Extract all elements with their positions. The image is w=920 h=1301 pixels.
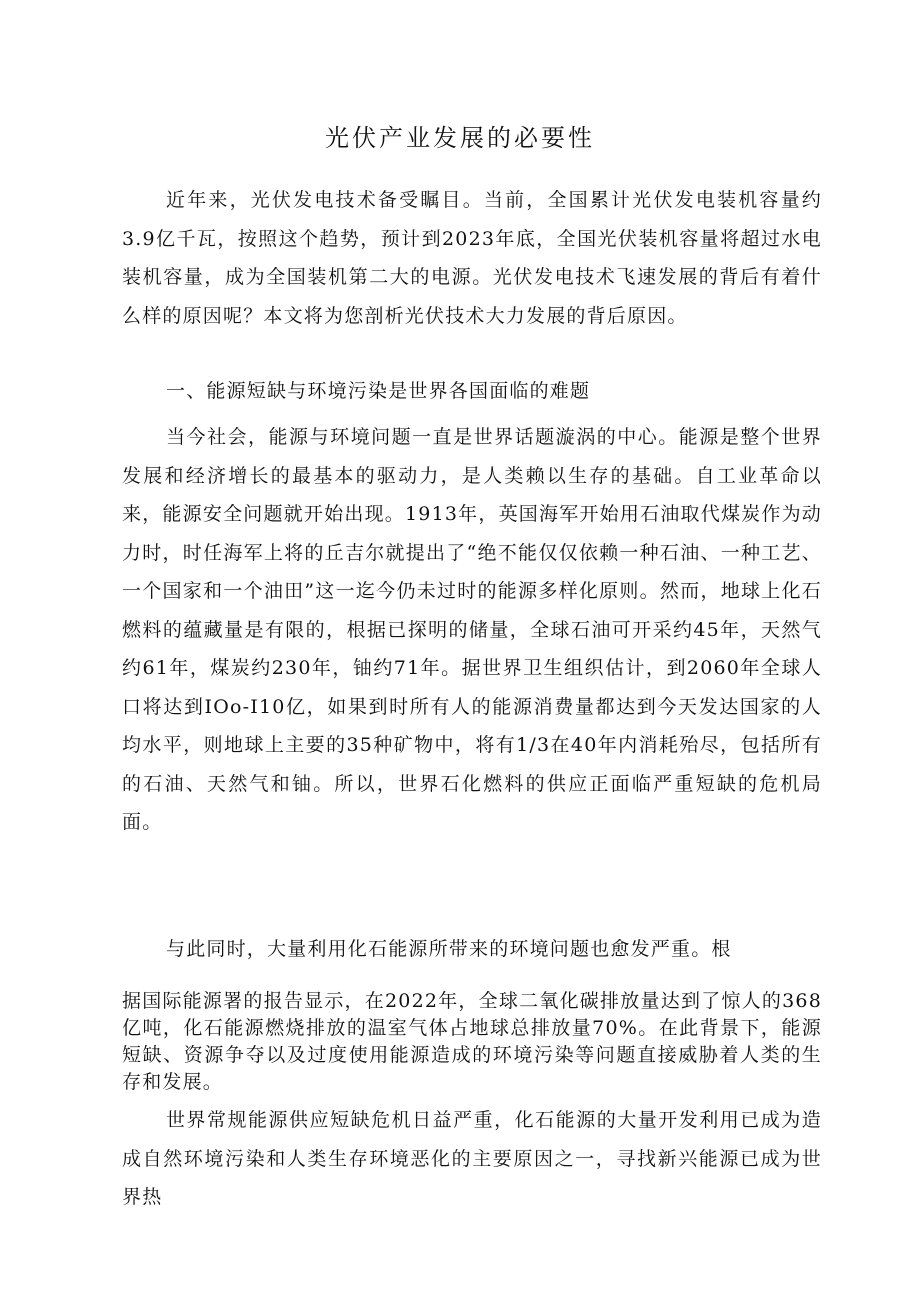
paragraph-intro: 近年来，光伏发电技术备受瞩目。当前，全国累计光伏发电装机容量约3.9亿千瓦，按照这个趋势，预计到2023年底，全国光伏装机容量将超过水电装机容量，成为全国装机第二大的电源。光伏发电技术飞速发展的背后有着什么样的原因呢？本文将为您剖析光伏技术大力发展的背后原因。: [122, 189, 822, 327]
page-title: 光伏产业发展的必要性: [325, 124, 595, 152]
paragraph-environment-cont: 据国际能源署的报告显示，在2022年，全球二氧化碳排放量达到了惊人的368亿吨，化石能源燃烧排放的温室气体占地球总排放量70%。在此背景下，能源短缺、资源争夺以及过度使用能源造成的环境污染等问题直接威胁着人类的生存和发展。: [122, 990, 822, 1093]
section-heading-1: 一、能源短缺与环境污染是世界各国面临的难题: [166, 380, 591, 402]
paragraph-new-energy: 世界常规能源供应短缺危机日益严重，化石能源的大量开发利用已成为造成自然环境污染和人类生存环境恶化的主要原因之一，寻找新兴能源已成为世界热: [122, 1109, 822, 1208]
paragraph-environment-start: 与此同时，大量利用化石能源所带来的环境问题也愈发严重。根: [166, 938, 732, 960]
paragraph-energy-security: 当今社会，能源与环境问题一直是世界话题漩涡的中心。能源是整个世界发展和经济增长的最基本的驱动力，是人类赖以生存的基础。自工业革命以来，能源安全问题就开始出现。1913年，英国海军开始用石油取代煤炭作为动力时，时任海军上将的丘吉尔就提出了“绝不能仅仅依赖一种石油、一种工艺、一个国家和一个油田”这一迄今仍未过时的能源多样化原则。然而，地球上化石燃料的蕴藏量是有限的，根据已探明的储量，全球石油可开采约45年，天然气约61年，煤炭约230年，铀约71年。据世界卫生组织估计，到2060年全球人口将达到IOo-I10亿，如果到时所有人的能源消费量都达到今天发达国家的人均水平，则地球上主要的35种矿物中，将有1/3在40年内消耗殆尽，包括所有的石油、天然气和铀。所以，世界石化燃料的供应正面临严重短缺的危机局面。: [122, 426, 822, 833]
